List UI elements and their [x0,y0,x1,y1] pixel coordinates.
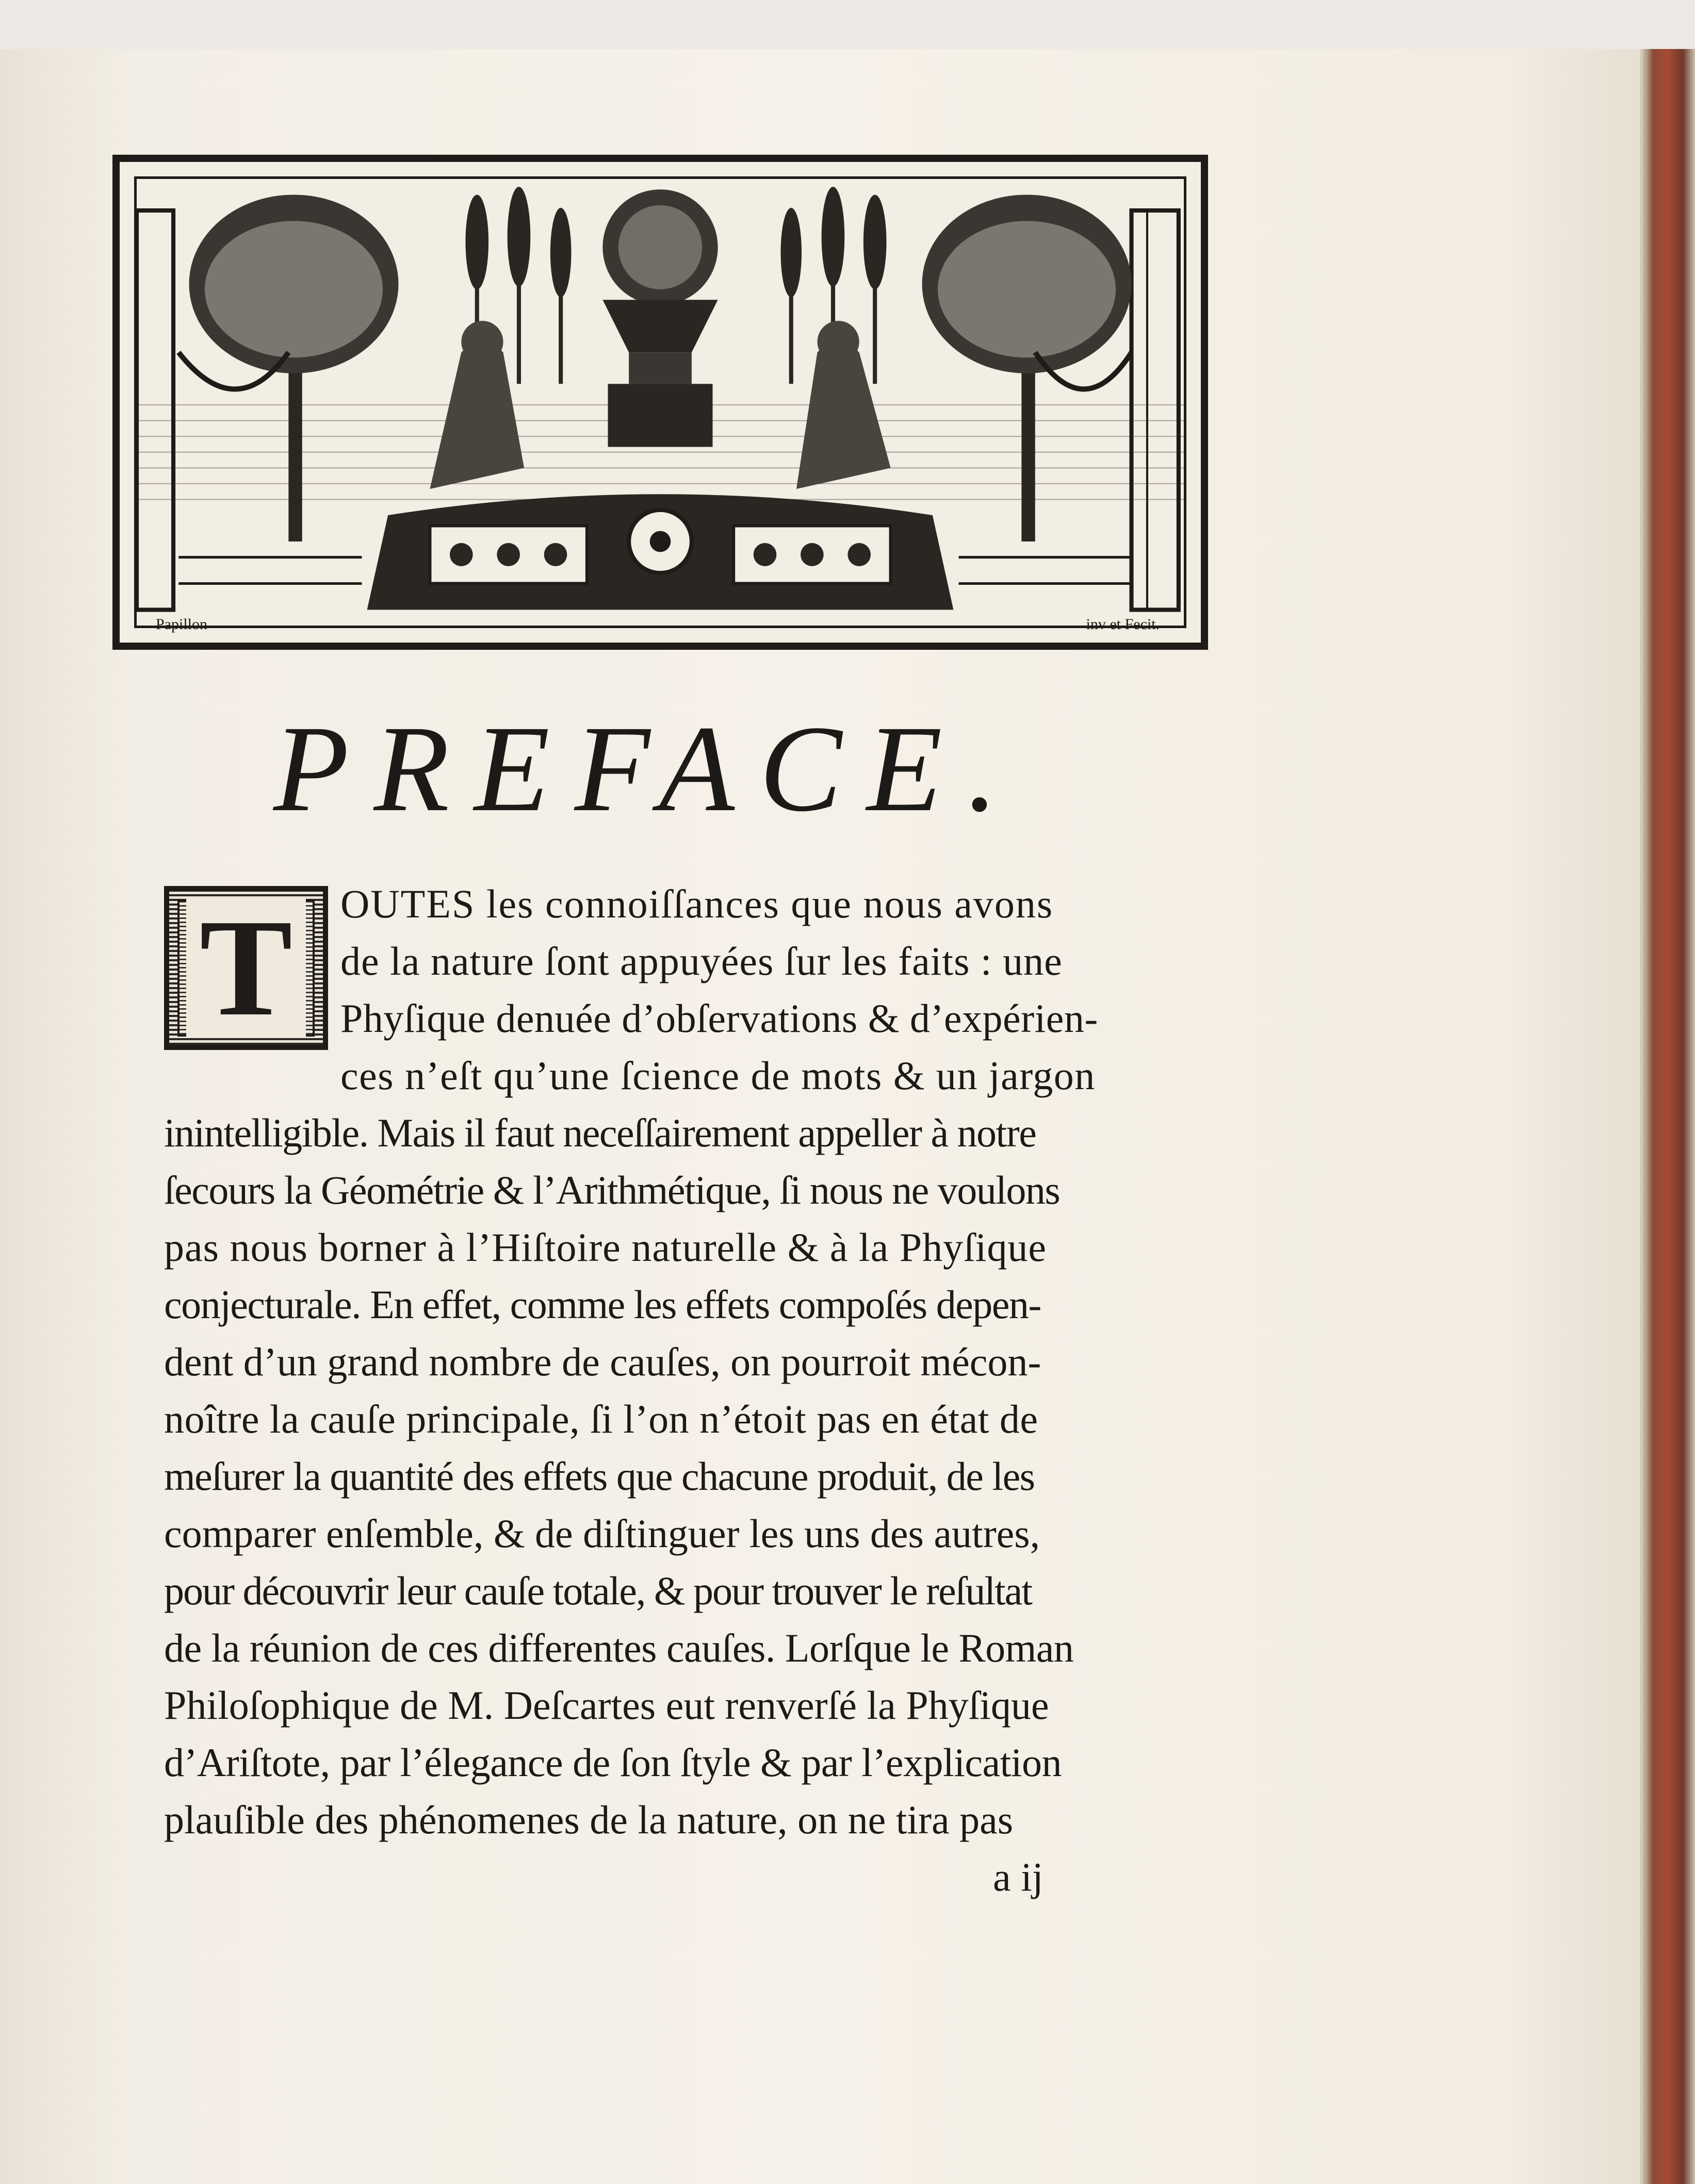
text-line-13: pour découvrir leur cauſe totale, & pour trouver le reſultat [164,1568,1032,1613]
text-line-14: de la réunion de ces differentes cauſes. Lorſque le Roman [164,1625,1074,1670]
garden-scene-illustration [137,179,1184,626]
text-line-17: plauſible des phénomenes de la nature, on ne tira pas [164,1797,1014,1842]
text-line-10: noître la cauſe principale, ſi l’on n’étoit pas en état de [164,1397,1038,1441]
text-line-4: ces n’eſt qu’une ſcience de mots & un jargon [340,1053,1096,1098]
text-line-5: inintelligible. Mais il faut neceſſairement appeller à notre [164,1110,1036,1155]
engraved-headpiece [112,155,1208,650]
engraver-credit-right: inv et Fecit. [1086,616,1160,633]
text-line-2: de la nature ſont appuyées ſur les faits : une [340,939,1063,983]
text-line-16: d’Ariſtote, par l’élegance de ſon ſtyle & par l’explication [164,1740,1062,1785]
page-title: PREFACE. [273,700,1023,837]
text-line-9: dent d’un grand nombre de cauſes, on pourroit mécon- [164,1339,1041,1384]
engraver-credit-left: Papillon [156,616,208,633]
text-line-15: Philoſophique de M. Deſcartes eut renverſé la Phyſique [164,1683,1049,1728]
text-line-11: meſurer la quantité des effets que chacune produit, de les [164,1454,1035,1499]
text-line-7: pas nous borner à l’Hiſtoire naturelle & à la Phyſique [164,1225,1047,1270]
book-edge [1635,49,1695,2184]
text-line-12: comparer enſemble, & de diſtinguer les uns des autres, [164,1511,1040,1556]
text-line-3: Phyſique denuée d’obſervations & d’expérien- [340,996,1098,1041]
drop-cap-frame [177,891,315,1045]
ornamental-drop-cap [164,886,328,1050]
drop-cap-letter: T [186,898,306,1038]
text-line-8: conjecturale. En effet, comme les effets compoſés depen- [164,1282,1041,1327]
text-line-1: OUTES les connoiſſances que nous avons [340,881,1054,926]
signature-mark: a ij [993,1854,1044,1899]
text-line-6: ſecours la Géométrie & l’Arithmétique, ſi nous ne voulons [164,1168,1060,1212]
headpiece-illustration [134,176,1186,628]
